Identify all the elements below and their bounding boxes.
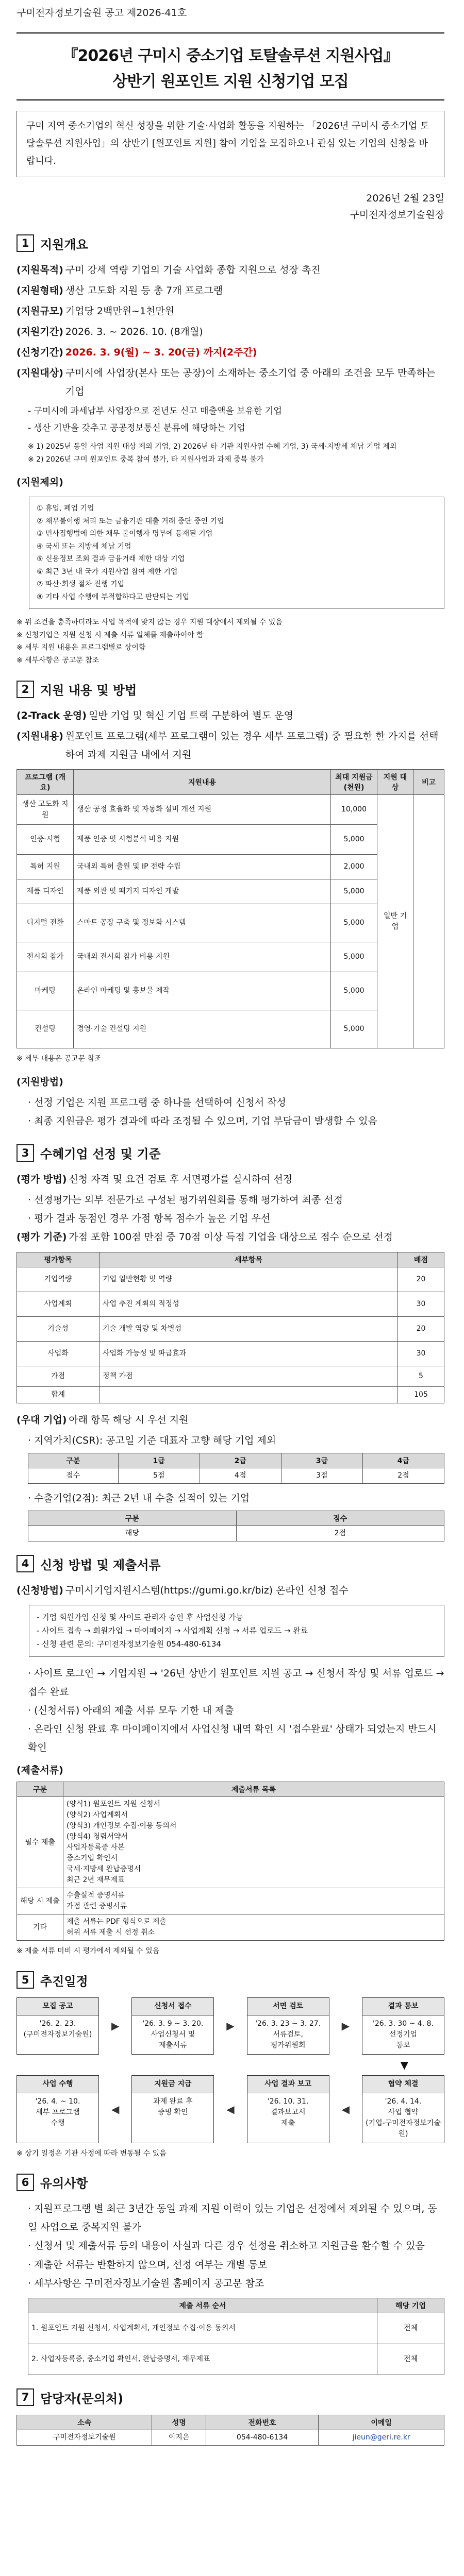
region-text: 아래 항목 해당 시 우선 지원 (69, 1414, 189, 1426)
cell: 인증·시험 (17, 825, 74, 855)
col-header: 해당 기업 (377, 2298, 444, 2313)
col-header: 배점 (398, 1252, 444, 1267)
s2-method (16, 1073, 444, 1091)
doc-item: 제출 서류는 PDF 형식으로 제출 (67, 1918, 167, 1926)
table-row (17, 1341, 444, 1366)
cell: 생산 공정 효율화 및 자동화 설비 개선 지원 (74, 795, 331, 825)
cell: 컨설팅 (17, 1010, 74, 1048)
section-3-title: 수혜기업 선정 및 기준 (40, 1147, 161, 1162)
s1-item-2 (16, 302, 444, 320)
cell: 구미전자정보기술원 (17, 2430, 152, 2445)
s6-para-3: · 세부사항은 구미전자정보기술원 홈페이지 공고문 참조 (28, 2277, 264, 2289)
section-6-header (16, 2173, 444, 2191)
exclude-item: ⑤ 신용정보 조회 결과 금융거래 제한 대상 기업 (37, 555, 185, 564)
howto-line: - 사이트 접속 → 회원가입 → 마이페이지 → 사업계획 신청 → 서류 업로드 → 완료 (37, 1626, 308, 1636)
target-notes (28, 440, 444, 466)
table-row (17, 1888, 444, 1914)
s3-region (16, 1411, 444, 1429)
footnote: ※ 세부사항은 공고문 참조 (16, 656, 100, 665)
s3-para-1: · 선정평가는 외부 전문가로 구성된 평가위원회를 통해 평가하여 최종 선정 (28, 1194, 343, 1206)
arrow-down-icon: ▼ (400, 2058, 408, 2071)
section-5-number: 5 (16, 1971, 34, 1989)
target-note-1: ※ 2) 2026년 구미 원포인트 중복 참여 불가, 타 지원사업과 과제 중복 불가 (28, 455, 264, 464)
s1-exclude-label-row (16, 473, 444, 492)
doc-item: (양식4) 청렴서약서 (67, 1833, 128, 1841)
col-header: 구분 (28, 1453, 119, 1468)
contact-table (16, 2415, 444, 2446)
cell: 기업역량 (17, 1267, 100, 1292)
doc-item: 국세·지방세 완납증명서 (67, 1865, 141, 1874)
title-line-2: 상반기 원포인트 지원 신청기업 모집 (112, 73, 349, 91)
cell: 20 (398, 1267, 444, 1292)
cell: 사업화 (17, 1341, 100, 1366)
schedule-step (362, 1997, 444, 2055)
item-label: (지원목적) (16, 264, 63, 276)
step-body: '26. 10. 31. 결과보고서 제출 (267, 2097, 309, 2127)
s1-item-0 (16, 261, 444, 279)
section-4-header (16, 1555, 444, 1573)
section-1-number: 1 (16, 234, 34, 252)
howto-line: - 기업 회원가입 신청 및 사이트 관리자 승인 후 사업신청 가능 (37, 1612, 243, 1622)
footnote: ※ 신청기업은 지원 신청 시 제출 서류 일체를 제출하여야 함 (16, 631, 204, 639)
col-header: 지원내용 (74, 770, 331, 795)
s6-table-header (28, 2298, 444, 2313)
s1-item-1 (16, 281, 444, 300)
cell: 가점 (17, 1366, 100, 1386)
sales-table (28, 1511, 444, 1541)
cell: 054-480-6134 (206, 2430, 319, 2445)
item-label: (지원내용) (16, 731, 63, 742)
col-header: 최대 지원금 (천원) (331, 770, 377, 795)
notice-number: 구미전자정보기술원 공고 제2026-41호 (16, 7, 187, 19)
s1-period (16, 343, 444, 362)
step-body: '26. 4. ~ 10. 세부 프로그램 수행 (35, 2097, 80, 2127)
cell: 기업 일반현황 및 역량 (100, 1267, 398, 1292)
contact-header-row (17, 2415, 444, 2430)
col-header: 비고 (413, 770, 444, 795)
s3-para-2: · 평가 결과 동점인 경우 가점 항목 점수가 높은 기업 우선 (28, 1213, 271, 1225)
table-row (17, 1292, 444, 1316)
schedule-step (16, 2075, 99, 2143)
program-table (16, 769, 444, 1048)
cell: 디지털 전환 (17, 904, 74, 942)
cell: 1. 원포인트 지원 신청서, 사업계획서, 개인정보 수집·이용 동의서 (28, 2313, 377, 2344)
step-title: 결과 통보 (362, 1998, 444, 2015)
s4-para-6: · 온라인 신청 완료 후 마이페이지에서 사업신청 내역 확인 시 '접수완료' 상태가 되었는지 반드시 확인 (28, 1723, 437, 1754)
cell (413, 795, 444, 1048)
col-header: 3급 (281, 1453, 362, 1468)
cell: 전체 (377, 2313, 444, 2344)
col-header: 소속 (17, 2415, 152, 2430)
col-header: 점수 (236, 1511, 444, 1526)
cell (100, 1386, 398, 1403)
s3-para-0 (16, 1170, 444, 1189)
cell: 30 (398, 1292, 444, 1316)
cell: 전체 (377, 2344, 444, 2375)
item-label: (지원기간) (16, 326, 63, 338)
table-row (28, 1468, 444, 1483)
cell: 경영·기술 컨설팅 지원 (74, 1010, 331, 1048)
intro-box: 구미 지역 중소기업의 혁신 성장을 위한 기술·사업화 활동을 지원하는 「2026년 구미시 중소기업 토탈솔루션 지원사업」의 상반기 [원포인트 지원] 참여 기업을 모집하오니 관심 있는 기업의 신청을 바랍니다. (16, 111, 444, 177)
step-title: 지원금 지급 (132, 2076, 213, 2093)
item-text: 2026. 3. ~ 2026. 10. (8개월) (65, 326, 203, 338)
contact-email-link[interactable]: jieun@geri.re.kr (319, 2430, 444, 2445)
step-title: 서면 검토 (247, 1998, 329, 2015)
step-body: '26. 2. 23. (구미전자정보기술원) (23, 2019, 92, 2039)
exclude-item: ② 채무불이행 처리 또는 금융기관 대출 거래 중단 중인 기업 (37, 517, 224, 526)
para-text: 구미시기업지원시스템(https://gumi.go.kr/biz) 온라인 신청 접수 (65, 1584, 349, 1596)
schedule-step (131, 2075, 214, 2143)
col-header: 평가항목 (17, 1252, 100, 1267)
schedule-row-1 (16, 1997, 444, 2055)
s4-howto-box (29, 1605, 444, 1657)
col-header: 구분 (17, 1782, 63, 1797)
s4-docs-title (16, 1761, 444, 1780)
section-4-title: 신청 방법 및 제출서류 (40, 1557, 161, 1572)
para-label: (신청방법) (16, 1584, 63, 1596)
exclude-item: ③ 민사집행법에 의한 채무 불이행자 명부에 등재된 기업 (37, 530, 213, 538)
eval-table-header (17, 1252, 444, 1267)
arrow-right-icon: ▶ (111, 2020, 120, 2032)
s3-para-3 (16, 1228, 444, 1246)
cell: 4점 (200, 1468, 281, 1483)
s2-item-0 (16, 706, 444, 725)
schedule-step (16, 1997, 99, 2055)
cell: 제품 디자인 (17, 879, 74, 904)
cell: 사업계획 (17, 1292, 100, 1316)
cell: 2. 사업자등록증, 중소기업 확인서, 완납증명서, 재무제표 (28, 2344, 377, 2375)
method-para-1: · 최종 지원금은 평가 결과에 따라 조정될 수 있으며, 기업 부담금이 발생할 수 있음 (28, 1115, 377, 1127)
section-5-header (16, 1971, 444, 1989)
sales-header-row (28, 1511, 444, 1526)
cell: 제품 외관 및 패키지 디자인 개발 (74, 879, 331, 904)
col-header: 전화번호 (206, 2415, 319, 2430)
arrow-right-icon: ▶ (341, 2020, 350, 2032)
s1-footnotes (16, 616, 444, 667)
para-text: 신청 자격 및 요건 검토 후 서면평가를 실시하여 선정 (69, 1174, 293, 1185)
notice-org: 구미전자정보기술원장 (350, 209, 444, 221)
doc-item: 중소기업 확인서 (67, 1854, 118, 1863)
s1-item-3 (16, 323, 444, 341)
cell: 사업 추진 계획의 적정성 (100, 1292, 398, 1316)
arrow-right-icon: ▶ (226, 2020, 235, 2032)
table-row (17, 1914, 444, 1941)
col-header: 이메일 (319, 2415, 444, 2430)
arrow-left-icon: ◀ (111, 2103, 120, 2115)
footnote: ※ 위 조건을 충족하더라도 사업 목적에 맞지 않는 경우 지원 대상에서 제외될 수 있음 (16, 618, 283, 627)
cell: 전시회 참가 (17, 942, 74, 972)
footnote: ※ 세부 지원 내용은 프로그램별로 상이함 (16, 643, 146, 652)
docs-table (16, 1782, 444, 1941)
s6-table (28, 2298, 444, 2375)
item-label: (2-Track 운영) (16, 710, 87, 722)
cell: 2점 (362, 1468, 444, 1483)
cell: 기술성 (17, 1316, 100, 1341)
exclude-item: ⑥ 최근 3년 내 국가 지원사업 참여 제한 기업 (37, 567, 178, 576)
section-7-number: 7 (16, 2388, 34, 2406)
item-label: (지원형태) (16, 284, 63, 296)
section-2-header (16, 680, 444, 698)
s1-target (16, 364, 444, 401)
cell: 일반 기업 (377, 795, 413, 1048)
section-2-title: 지원 내용 및 방법 (40, 683, 137, 698)
table-row (17, 1386, 444, 1403)
step-title: 사업 수행 (17, 2076, 98, 2093)
schedule-note: ※ 상기 일정은 기관 사정에 따라 변동될 수 있음 (16, 2149, 167, 2158)
region-header-row (28, 1453, 444, 1468)
table-row (17, 1316, 444, 1341)
item-label: (지원규모) (16, 305, 63, 317)
table-row (28, 2313, 444, 2344)
doc-item: 최근 2년 재무제표 (67, 1876, 125, 1885)
period-text: 2026. 3. 9(월) ~ 3. 20(금) 까지(2주간) (65, 347, 257, 359)
cell: 5 (398, 1366, 444, 1386)
table-row (28, 1526, 444, 1541)
cell: 사업화 가능성 및 파급효과 (100, 1341, 398, 1366)
doc-item: 수출실적 증명서류 (67, 1891, 125, 1900)
s6-para-1: · 신청서 및 제출서류 등의 내용이 사실과 다른 경우 선정을 취소하고 지원금을 환수할 수 있음 (28, 2240, 425, 2252)
col-header: 구분 (28, 1511, 237, 1526)
cell: 특허 지원 (17, 855, 74, 879)
cell: 5,000 (331, 825, 377, 855)
cell: 기술 개발 역량 및 차별성 (100, 1316, 398, 1341)
program-table-header (17, 770, 444, 795)
region-label: (우대 기업) (16, 1414, 67, 1426)
exclude-box (29, 497, 444, 609)
para-label: (평가 방법) (16, 1174, 67, 1185)
target-note-0: ※ 1) 2025년 동일 사업 지원 대상 제외 기업, 2) 2026년 타 기관 지원사업 수혜 기업, 3) 국세·지방세 체납 기업 제외 (28, 443, 397, 451)
cell: 3점 (281, 1468, 362, 1483)
col-header: 4급 (362, 1453, 444, 1468)
table-row (17, 1366, 444, 1386)
step-body: '26. 3. 9 ~ 3. 20. 사업신청서 및 제출서류 (142, 2019, 204, 2049)
step-body: '26. 3. 23 ~ 3. 27. 서류검토, 평가위원회 (255, 2019, 321, 2049)
section-3-number: 3 (16, 1144, 34, 1162)
target-sub-0: - 구미시에 과세납부 사업장으로 전년도 신고 매출액을 보유한 기업 (28, 406, 282, 417)
step-body: '26. 4. 14. 사업 협약 (기업-구미전자정보기술원) (366, 2097, 441, 2138)
schedule-step (362, 2075, 444, 2143)
para-label: (평가 기준) (16, 1231, 67, 1243)
cell (63, 1797, 444, 1888)
cell: 스마트 공장 구축 및 정보화 시스템 (74, 904, 331, 942)
schedule-row-2 (16, 2075, 444, 2143)
section-1-title: 지원개요 (40, 237, 88, 252)
doc-item: 사업자등록증 사본 (67, 1843, 125, 1852)
cell: 정책 가점 (100, 1366, 398, 1386)
col-header: 지원 대상 (377, 770, 413, 795)
col-header: 제출서류 목록 (63, 1782, 444, 1797)
col-header: 제출 서류 순서 (28, 2298, 377, 2313)
title-box (16, 32, 444, 100)
item-text: 구미 강세 역량 기업의 기술 사업화 종합 지원으로 성장 촉진 (65, 264, 321, 276)
howto-line: - 신청 관련 문의: 구미전자정보기술원 054-480-6134 (37, 1639, 221, 1649)
col-header: 프로그램 (개요) (17, 770, 74, 795)
cell: 5,000 (331, 904, 377, 942)
target-text: 구미시에 사업장(본사 또는 공장)이 소재하는 중소기업 중 아래의 조건을 모두 만족하는 기업 (65, 367, 436, 398)
section-2-number: 2 (16, 681, 34, 698)
cell: 점수 (28, 1468, 119, 1483)
docs-table-header (17, 1782, 444, 1797)
cell: 생산 고도화 지원 (17, 795, 74, 825)
cell: 2,000 (331, 855, 377, 879)
step-title: 사업 결과 보고 (247, 2076, 329, 2093)
target-label: (지원대상) (16, 367, 63, 379)
table-row (17, 795, 444, 825)
col-header: 세부항목 (100, 1252, 398, 1267)
table-row (17, 2430, 444, 2445)
step-body: 과제 완료 후 증빙 확인 (153, 2097, 193, 2116)
arrow-left-icon: ◀ (341, 2103, 350, 2115)
schedule-step (131, 1997, 214, 2055)
eval-table (16, 1252, 444, 1403)
section-3-header (16, 1144, 444, 1162)
schedule-step (247, 2075, 329, 2143)
title-line-1: 『2026년 구미시 중소기업 토탈솔루션 지원사업』 (62, 47, 399, 65)
step-title: 협약 체결 (362, 2076, 444, 2093)
section-4-number: 4 (16, 1555, 34, 1572)
s4-para-0 (16, 1581, 444, 1600)
s6-para-0: · 지원프로그램 별 최근 3년간 동일 과제 지원 이력이 있는 기업은 선정에서 제외될 수 있으며, 동일 사업으로 중복지원 불가 (28, 2203, 437, 2233)
cell: 국내외 특허 출원 및 IP 전략 수립 (74, 855, 331, 879)
section-6-title: 유의사항 (40, 2176, 88, 2191)
arrow-left-icon: ◀ (226, 2103, 235, 2115)
method-label: (지원방법) (16, 1076, 63, 1088)
s2-item-1 (16, 727, 444, 764)
cell: 5,000 (331, 972, 377, 1010)
cell: 이지은 (152, 2430, 206, 2445)
exclude-item: ① 휴업, 폐업 기업 (37, 504, 94, 513)
region-table (28, 1453, 444, 1484)
doc-item: (양식3) 개인정보 수집·이용 동의서 (67, 1822, 177, 1831)
docs-label: (제출서류) (16, 1765, 63, 1776)
cell: 30 (398, 1341, 444, 1366)
program-table-note: ※ 세부 내용은 공고문 참조 (16, 1055, 102, 1063)
doc-item: (양식2) 사업계획서 (67, 1811, 128, 1820)
region-sub: · 지역가치(CSR): 공고일 기준 대표자 고향 해당 기업 제외 (28, 1434, 276, 1446)
doc-item: 가점 관련 증빙서류 (67, 1902, 127, 1911)
item-text: 기업당 2백만원~1천만원 (65, 305, 175, 317)
method-para-0: · 선정 기업은 지원 프로그램 중 하나를 선택하여 신청서 작성 (28, 1096, 286, 1108)
table-row (28, 2344, 444, 2375)
para-text: 가점 포함 100점 만점 중 70점 이상 득점 기업을 대상으로 점수 순으로 선정 (69, 1231, 393, 1243)
section-7-title: 담당자(문의처) (40, 2391, 124, 2406)
cell: 해당 (28, 1526, 237, 1541)
target-sub-1: - 생산 기반을 갖추고 공공정보통신 분류에 해당하는 기업 (28, 422, 245, 433)
step-body: '26. 3. 30 ~ 4. 8. 선정기업 통보 (372, 2019, 434, 2049)
sales-text: · 수출기업(2점): 최근 2년 내 수출 실적이 있는 기업 (28, 1492, 250, 1504)
doc-item: 허위 서류 제출 시 선정 취소 (67, 1928, 155, 1937)
cell: 해당 시 제출 (17, 1888, 63, 1914)
s4-para-4: · 사이트 로그인 → 기업지원 → '26년 상반기 원포인트 지원 공고 → 신청서 작성 및 서류 업로드 → 접수 완료 (28, 1667, 444, 1698)
cell: 합계 (17, 1386, 100, 1403)
cell: 마케팅 (17, 972, 74, 1010)
col-header: 성명 (152, 2415, 206, 2430)
step-title: 모집 공고 (17, 1998, 98, 2015)
exclude-item: ⑧ 기타 사업 수행에 부적합하다고 판단되는 기업 (37, 592, 190, 601)
section-1-header (16, 234, 444, 252)
item-text: 일반 기업 및 혁신 기업 트랙 구분하여 별도 운영 (88, 710, 294, 722)
cell (63, 1888, 444, 1914)
cell: 10,000 (331, 795, 377, 825)
cell: 5,000 (331, 1010, 377, 1048)
s4-para-5: · (신청서류) 아래의 제출 서류 모두 기한 내 제출 (28, 1704, 234, 1716)
col-header: 2급 (200, 1453, 281, 1468)
exclude-item: ④ 국세 또는 지방세 체납 기업 (37, 542, 131, 551)
cell: 기타 (17, 1914, 63, 1941)
section-5-title: 추진일정 (40, 1974, 88, 1989)
doc-item: (양식1) 원포인트 지원 신청서 (67, 1800, 160, 1809)
s6-para-2: · 제출한 서류는 반환하지 않으며, 선정 여부는 개별 통보 (28, 2259, 268, 2270)
cell: 제품 인증 및 시험분석 비용 지원 (74, 825, 331, 855)
section-6-number: 6 (16, 2174, 34, 2191)
cell: 2점 (236, 1526, 444, 1541)
table-row (17, 1267, 444, 1292)
docs-note: ※ 제출 서류 미비 시 평가에서 제외될 수 있음 (16, 1947, 160, 1956)
cell: 20 (398, 1316, 444, 1341)
cell (63, 1914, 444, 1941)
cell: 온라인 마케팅 및 홍보물 제작 (74, 972, 331, 1010)
item-text: 원포인트 프로그램(세부 프로그램이 있는 경우 세부 프로그램) 중 필요한 한 가지를 선택하여 과제 지원금 내에서 지원 (65, 731, 439, 761)
notice-date: 2026년 2월 23일 (366, 192, 444, 204)
cell: 5점 (118, 1468, 200, 1483)
item-text: 생산 고도화 지원 등 총 7개 프로그램 (65, 284, 223, 296)
cell: 5,000 (331, 942, 377, 972)
step-title: 신청서 접수 (132, 1998, 213, 2015)
schedule-step (247, 1997, 329, 2055)
table-row (17, 1797, 444, 1888)
exclude-label: (지원제외) (16, 477, 63, 488)
cell: 105 (398, 1386, 444, 1403)
cell: 5,000 (331, 879, 377, 904)
col-header: 1급 (118, 1453, 200, 1468)
period-label: (신청기간) (16, 347, 63, 359)
cell: 국내외 전시회 참가 비용 지원 (74, 942, 331, 972)
section-7-header (16, 2388, 444, 2406)
cell: 필수 제출 (17, 1797, 63, 1888)
exclude-item: ⑦ 파산·회생 절차 진행 기업 (37, 580, 125, 589)
